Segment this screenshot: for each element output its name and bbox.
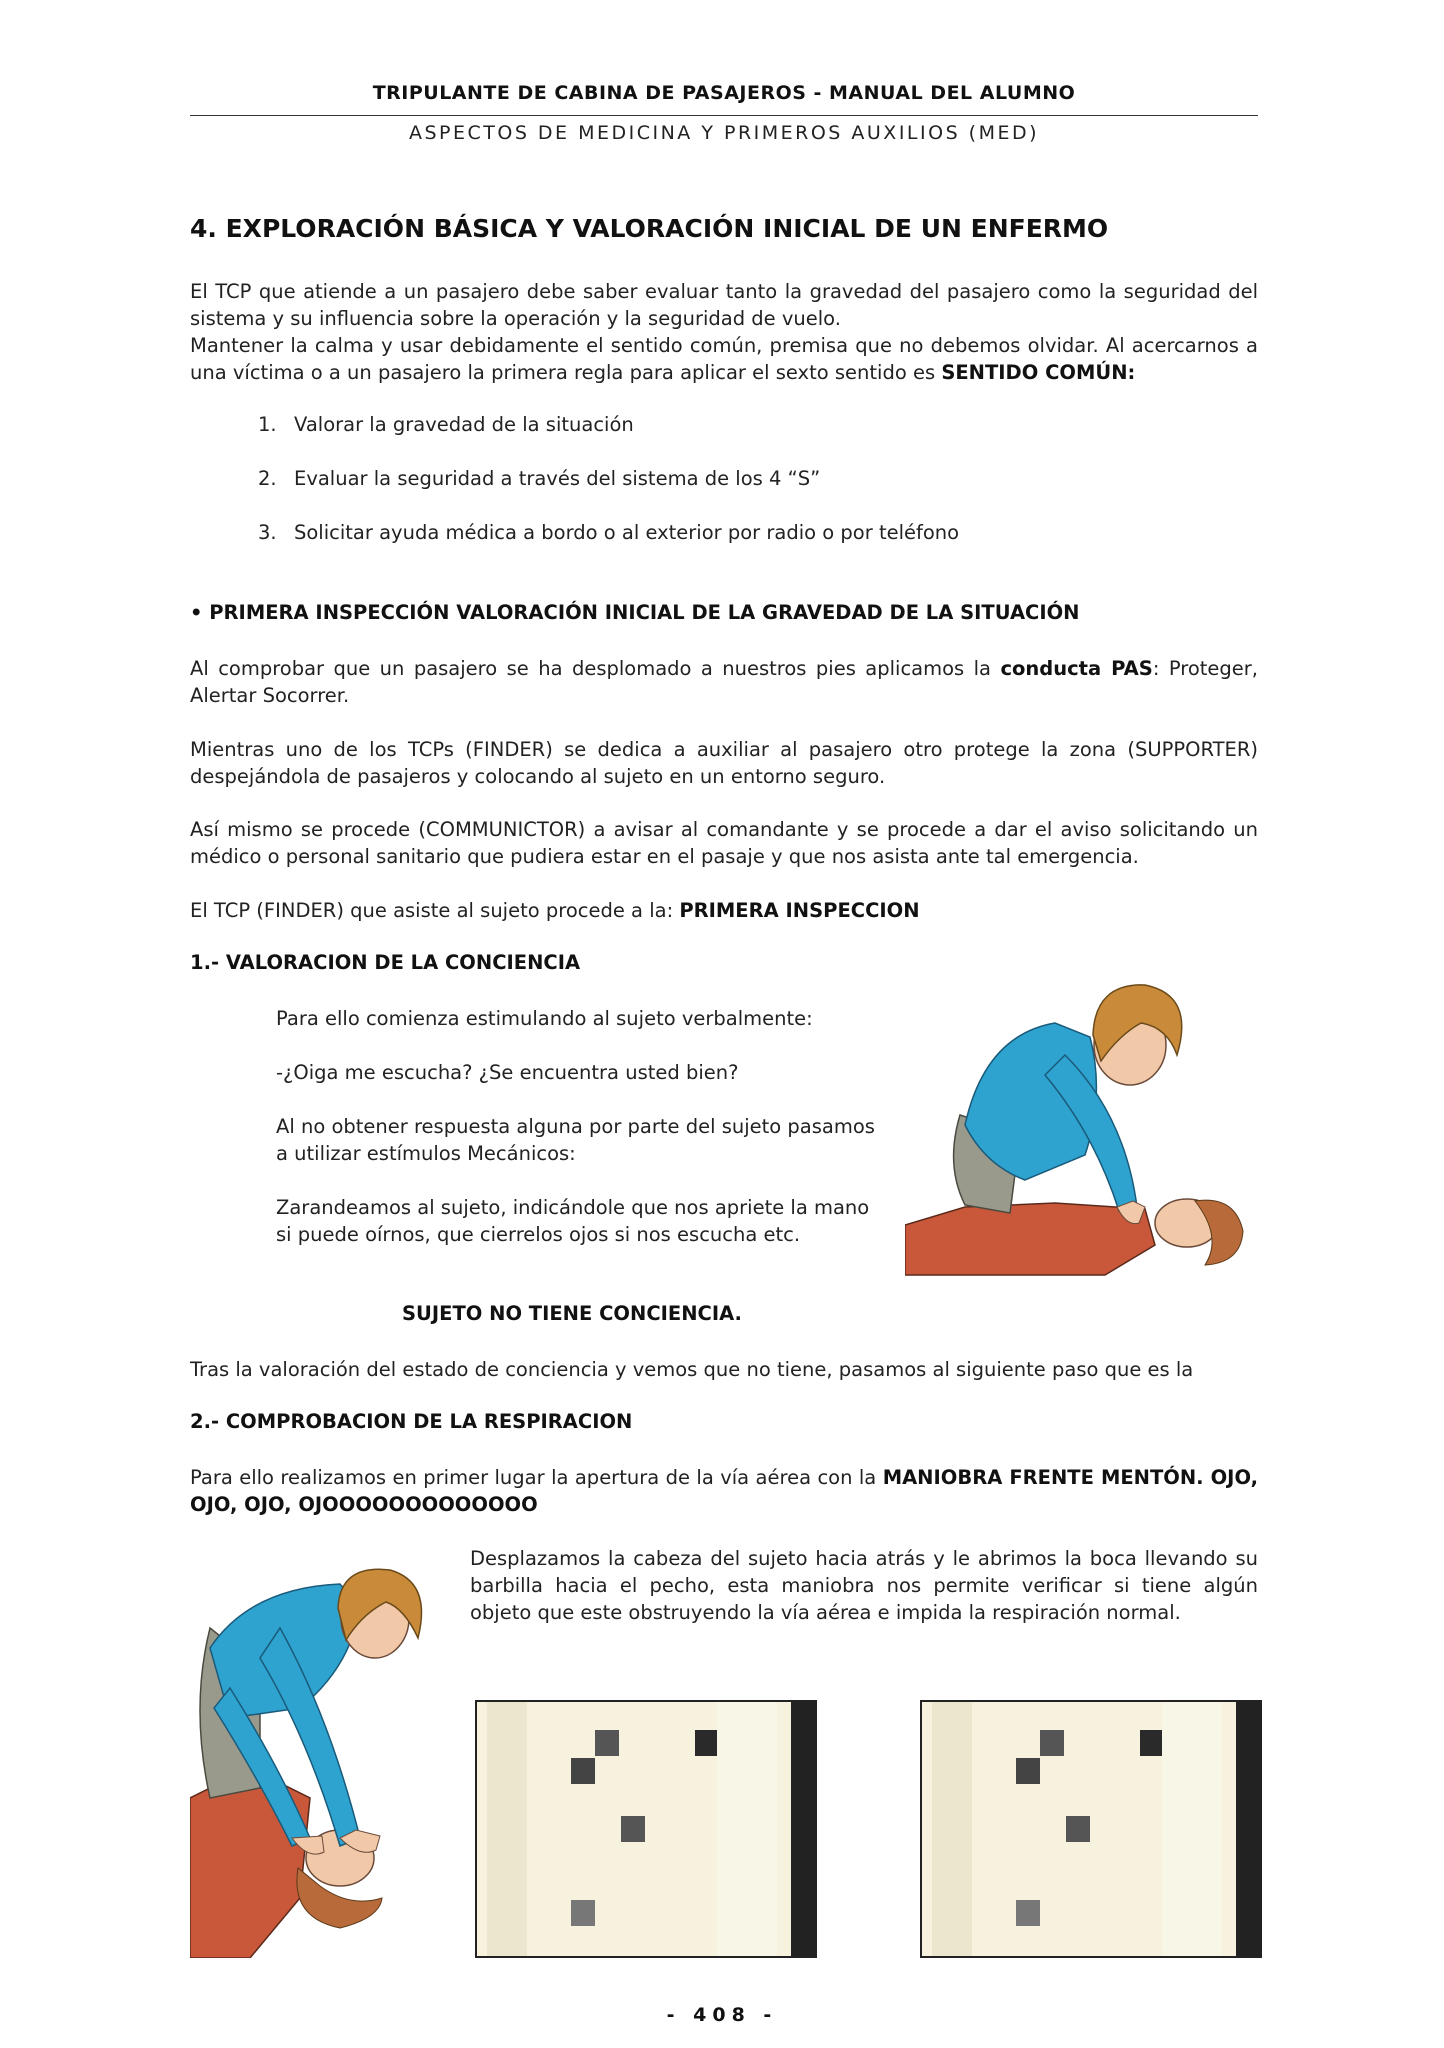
conciencia-text-3: Al no obtener respuesta alguna por parte del sujeto pasamos a utilizar estímulos Mecánicos: [276, 1115, 875, 1165]
intro-paragraph-2 [190, 332, 1258, 386]
primera-inspeccion-paragraph [190, 897, 1258, 924]
header-rule [190, 115, 1258, 116]
maniobra-text: Para ello realizamos en primer lugar la apertura de la vía aérea con la [190, 1466, 883, 1489]
sentido-comun-emphasis: SENTIDO COMÚN: [941, 361, 1136, 384]
conducta-pas-emphasis: conducta PAS [1000, 657, 1153, 680]
step-item-3 [258, 521, 959, 544]
primera-inspeccion-emphasis: PRIMERA INSPECCION [679, 899, 920, 922]
pas-paragraph [190, 655, 1258, 709]
conciencia-text-1: Para ello comienza estimulando al sujeto verbalmente: [276, 1007, 813, 1030]
after-conciencia-paragraph: Tras la valoración del estado de conciencia y vemos que no tiene, pasamos al siguiente paso que es la [190, 1358, 1194, 1381]
step-number: 3. [258, 521, 277, 544]
pas-text-end: : Proteger, Alertar Socorrer. [190, 657, 1258, 707]
step-item-1 [258, 413, 634, 436]
maniobra-emphasis: MANIOBRA FRENTE MENTÓN. OJO, OJO, OJO, OJOOOOOOOOOOOOO [190, 1466, 1258, 1516]
primera-inspeccion-heading: • PRIMERA INSPECCIÓN VALORACIÓN INICIAL DE LA GRAVEDAD DE LA SITUACIÓN [190, 601, 1080, 624]
communicator-paragraph: Así mismo se procede (COMMUNICTOR) a avisar al comandante y se procede a dar el aviso solicitando un médico o personal sanitario que pudiera estar en el pasaje y que nos asista ante tal emergencia. [190, 818, 1258, 868]
pixelated-image-right [922, 1702, 1260, 1956]
step-text: Valorar la gravedad de la situación [294, 413, 634, 436]
pixelated-image-left [477, 1702, 815, 1956]
conciencia-heading: 1.- VALORACION DE LA CONCIENCIA [190, 951, 581, 974]
page-number: - 408 - [666, 2004, 778, 2026]
step-number: 1. [258, 413, 277, 436]
maniobra-paragraph [190, 1464, 1258, 1518]
head-tilt-chin-lift-illustration [190, 1568, 460, 1958]
finder-paragraph: Mientras uno de los TCPs (FINDER) se dedica a auxiliar al pasajero otro protege la zona (SUPPORTER) despejándola de pasajeros y colocando al sujeto en un entorno seguro. [190, 738, 1258, 788]
head-tilt-paragraph: Desplazamos la cabeza del sujeto hacia atrás y le abrimos la boca llevando su barbilla hacia el pecho, esta maniobra nos permite verificar si tiene algún objeto que este obstruyendo la vía aérea e impida la respiración normal. [470, 1547, 1258, 1624]
step-item-2 [258, 467, 820, 490]
finder-text: El TCP (FINDER) que asiste al sujeto procede a la: [190, 899, 680, 922]
step-number: 2. [258, 467, 277, 490]
header-title: TRIPULANTE DE CABINA DE PASAJEROS - MANUAL DEL ALUMNO [372, 82, 1076, 104]
sin-conciencia-label: SUJETO NO TIENE CONCIENCIA. [402, 1302, 742, 1325]
intro-text: Mantener la calma y usar debidamente el sentido común, premisa que no debemos olvidar. Al acercarnos a una víctima o a un pasajero la primera regla para aplicar el sexto sentido es [190, 334, 1258, 384]
step-text: Evaluar la seguridad a través del sistema de los 4 “S” [294, 467, 821, 490]
header-subtitle: ASPECTOS DE MEDICINA Y PRIMEROS AUXILIOS (MED) [408, 122, 1040, 144]
step-text: Solicitar ayuda médica a bordo o al exterior por radio o por teléfono [294, 521, 960, 544]
respiracion-heading: 2.- COMPROBACION DE LA RESPIRACION [190, 1410, 633, 1433]
image-placeholder-left [475, 1700, 817, 1958]
conciencia-text-2: -¿Oiga me escucha? ¿Se encuentra usted bien? [276, 1061, 739, 1084]
conciencia-text-4: Zarandeamos al sujeto, indicándole que nos apriete la mano si puede oírnos, que cierrelos ojos si nos escucha etc. [276, 1196, 870, 1246]
consciousness-check-illustration [905, 975, 1245, 1287]
image-placeholder-right [920, 1700, 1262, 1958]
pas-text: Al comprobar que un pasajero se ha desplomado a nuestros pies aplicamos la [190, 657, 1001, 680]
section-title: 4. EXPLORACIÓN BÁSICA Y VALORACIÓN INICIAL DE UN ENFERMO [190, 214, 1109, 243]
intro-paragraph-1: El TCP que atiende a un pasajero debe saber evaluar tanto la gravedad del pasajero como la seguridad del sistema y su influencia sobre la operación y la seguridad de vuelo. [190, 280, 1258, 330]
